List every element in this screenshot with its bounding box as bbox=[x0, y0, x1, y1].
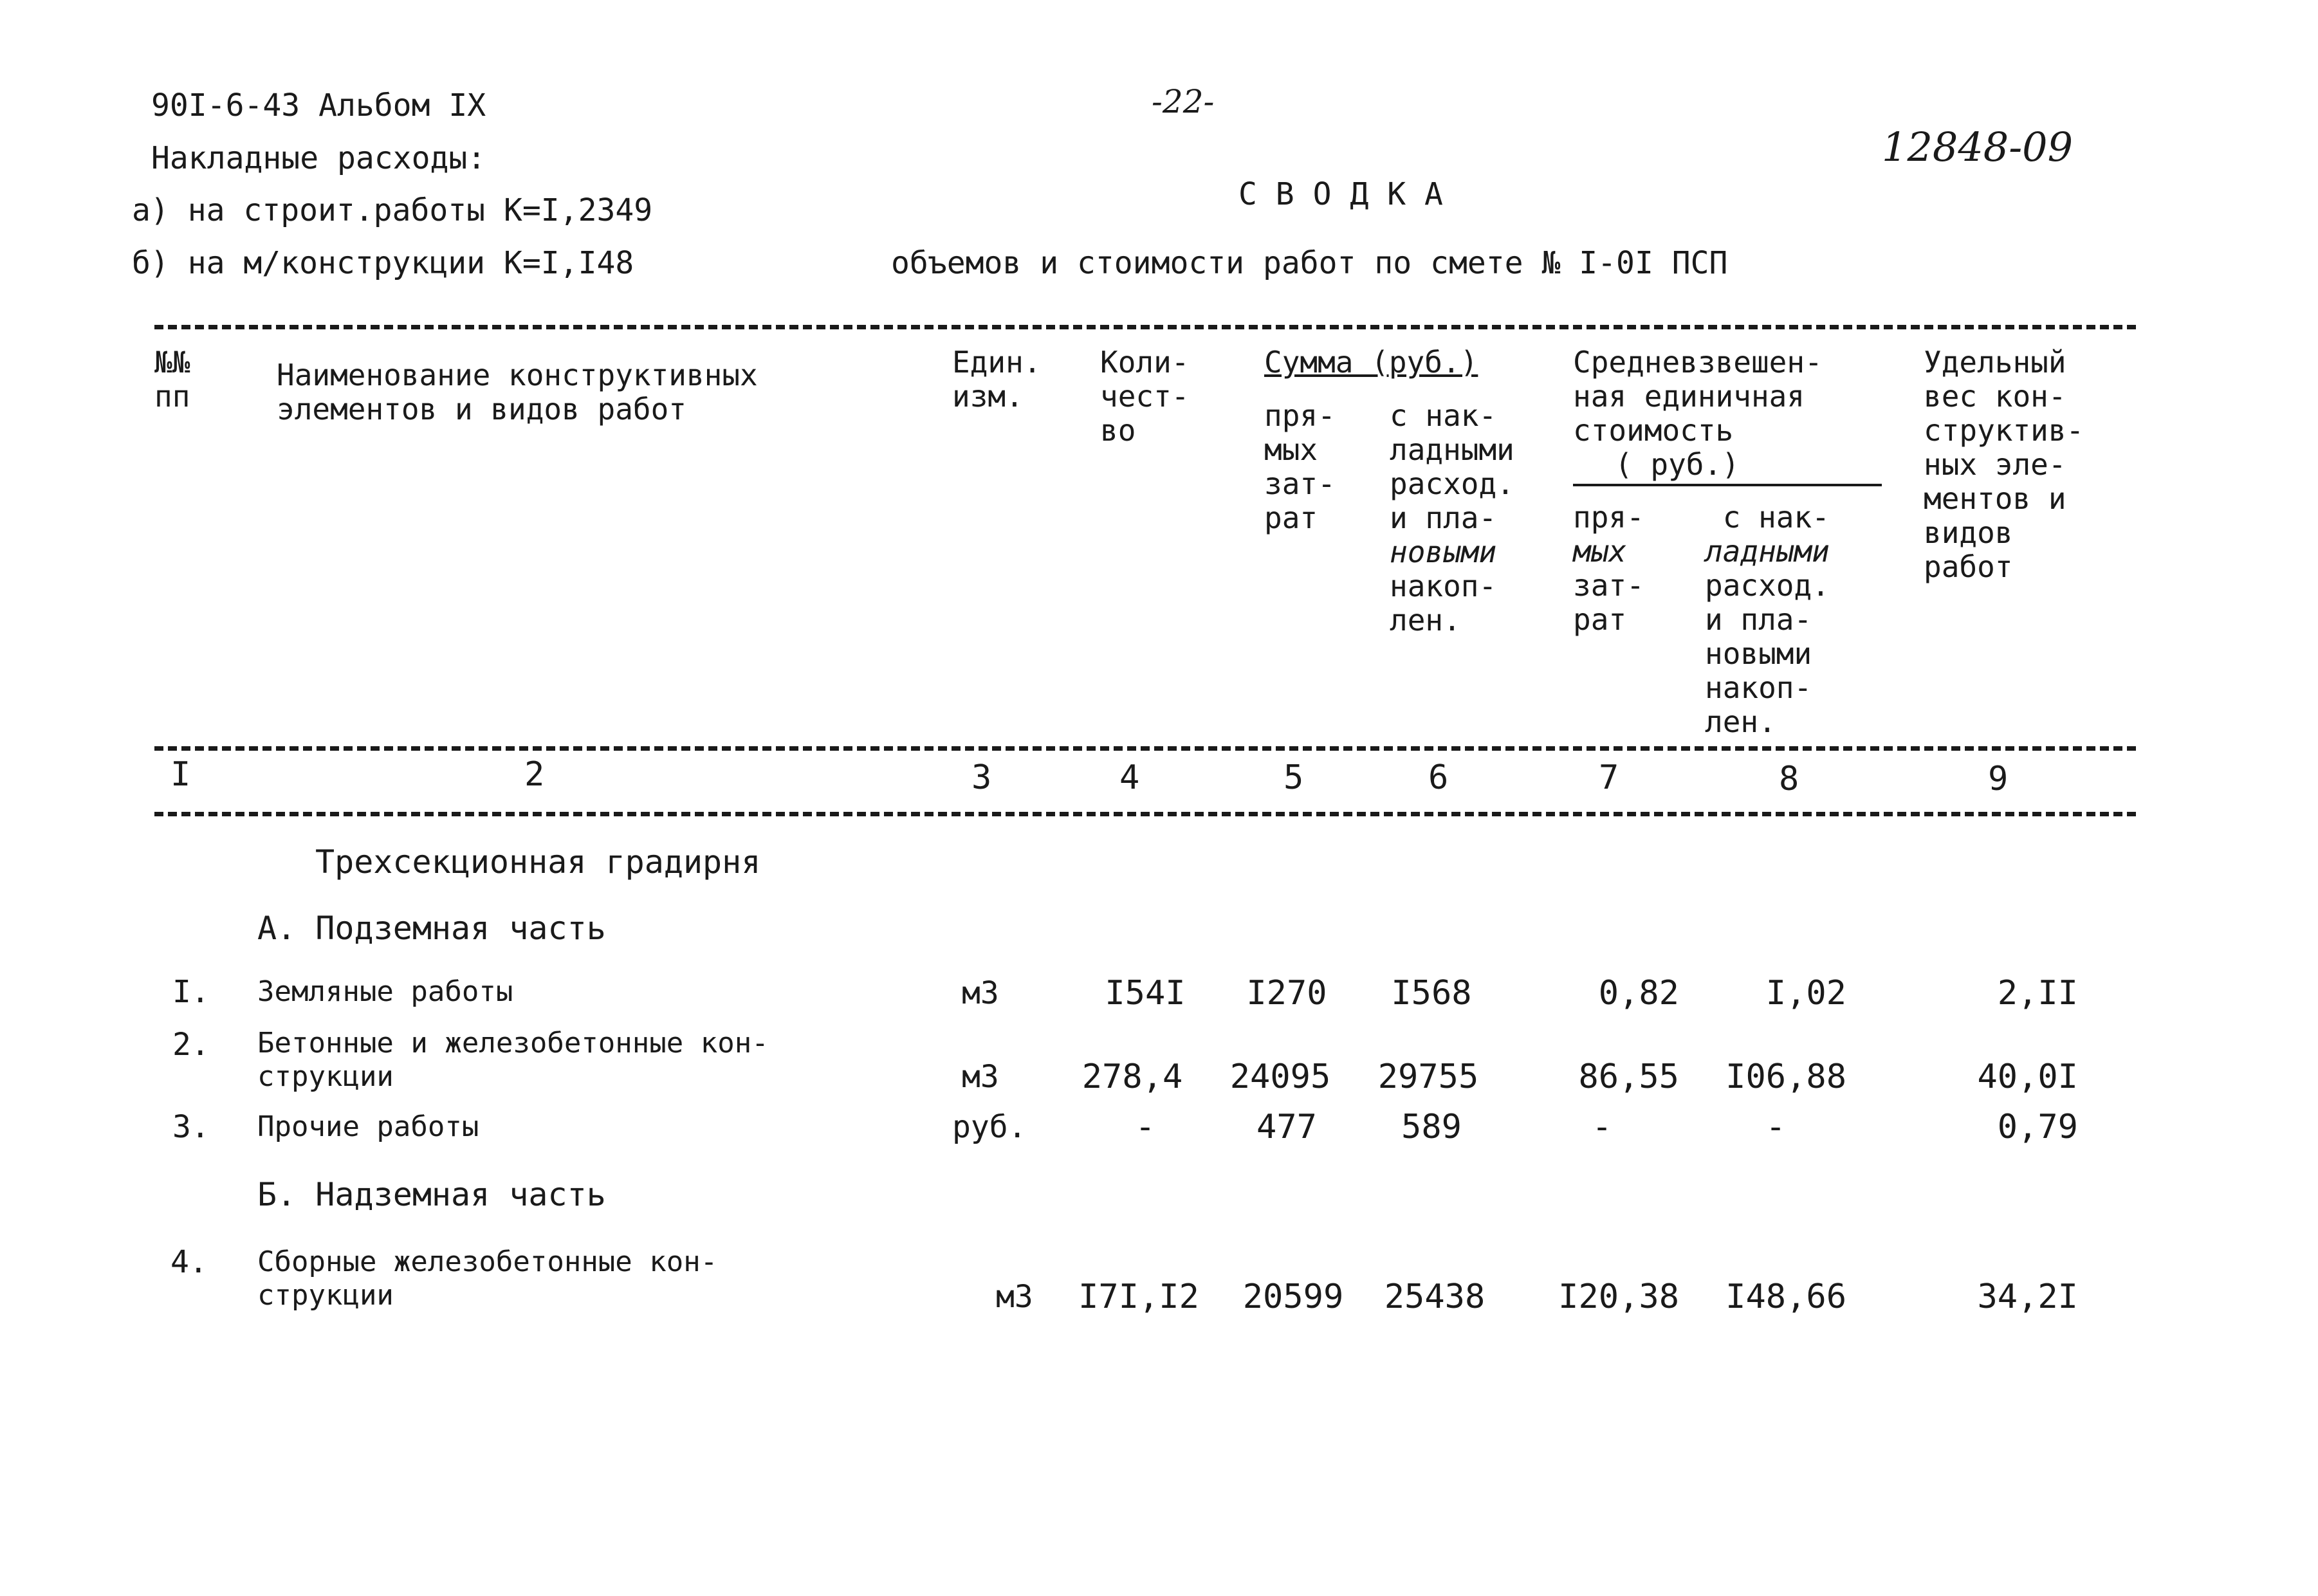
row-quantity: I7I,I2 bbox=[1078, 1278, 1199, 1316]
table-top-rule bbox=[154, 325, 2136, 329]
column-numbers-bottom-rule bbox=[154, 812, 2136, 816]
row-average-total: I,02 bbox=[1765, 974, 1846, 1013]
header-average-total-2: ладными bbox=[1705, 534, 1830, 569]
header-unit: Един. изм. bbox=[952, 345, 1042, 414]
row-direct-cost: 20599 bbox=[1242, 1278, 1344, 1316]
header-average-direct-1: пря- bbox=[1573, 500, 1644, 535]
object-title: Трехсекционная градирня bbox=[315, 843, 761, 881]
row-name-continued: струкции bbox=[257, 1060, 394, 1093]
overhead-construction: а) на строит.работы К=I,2349 bbox=[132, 192, 653, 228]
row-name-continued: струкции bbox=[257, 1279, 394, 1312]
header-average-direct-3: зат- рат bbox=[1573, 568, 1644, 637]
row-direct-cost: 477 bbox=[1256, 1108, 1317, 1146]
row-average-total: I06,88 bbox=[1725, 1058, 1846, 1096]
column-number-5: 5 bbox=[1283, 758, 1304, 797]
page-number: -22- bbox=[1152, 83, 1215, 120]
header-average-total-3: расход. и пла- новыми накоп- лен. bbox=[1705, 568, 1830, 739]
document-code: 90I-6-43 Альбом IX bbox=[151, 87, 486, 124]
row-share: 40,0I bbox=[1977, 1058, 2078, 1096]
row-average-total: I48,66 bbox=[1725, 1278, 1846, 1316]
row-number: 3. bbox=[172, 1109, 210, 1145]
column-number-1: I bbox=[170, 755, 191, 794]
row-direct-cost: 24095 bbox=[1229, 1058, 1331, 1096]
row-total-cost: 25438 bbox=[1384, 1278, 1486, 1316]
header-name: Наименование конструктивных элементов и видов работ bbox=[277, 358, 758, 427]
row-total-cost: 29755 bbox=[1377, 1058, 1479, 1096]
row-name: Бетонные и железобетонные кон- bbox=[257, 1027, 769, 1059]
row-average-direct: 0,82 bbox=[1598, 974, 1679, 1013]
header-sum-total: с нак- ладными расход. и пла- bbox=[1390, 398, 1514, 535]
row-number: I. bbox=[172, 974, 210, 1010]
row-total-cost: 589 bbox=[1401, 1108, 1462, 1146]
header-sum-direct: пря- мых зат- рат bbox=[1264, 398, 1336, 535]
row-share: 34,2I bbox=[1977, 1278, 2078, 1316]
row-name: Прочие работы bbox=[257, 1110, 479, 1143]
row-average-direct: I20,38 bbox=[1558, 1278, 1679, 1316]
row-unit: м3 bbox=[962, 975, 999, 1011]
header-average-unit: ( руб.) bbox=[1615, 447, 1740, 482]
row-quantity: 278,4 bbox=[1081, 1058, 1183, 1096]
row-share: 0,79 bbox=[1997, 1108, 2078, 1146]
inventory-number: 12848-09 bbox=[1882, 124, 2074, 170]
overhead-title: Накладные расходы: bbox=[151, 140, 486, 176]
row-average-total: - bbox=[1765, 1108, 1786, 1146]
row-unit: м3 bbox=[996, 1279, 1033, 1315]
row-number: 2. bbox=[172, 1027, 210, 1063]
section-heading: Б. Надземная часть bbox=[257, 1176, 606, 1213]
column-number-3: 3 bbox=[971, 758, 992, 797]
column-number-7: 7 bbox=[1599, 758, 1619, 797]
column-number-4: 4 bbox=[1119, 758, 1140, 797]
row-direct-cost: I270 bbox=[1246, 974, 1327, 1013]
header-average-total-1: с нак- bbox=[1705, 500, 1830, 535]
column-number-6: 6 bbox=[1428, 758, 1449, 797]
row-quantity: - bbox=[1135, 1108, 1155, 1146]
header-sum-group: Сумма (руб.) bbox=[1264, 345, 1478, 380]
header-sum-total-accum: накоп- лен. bbox=[1390, 569, 1497, 637]
overhead-metal: б) на м/конструкции К=I,I48 bbox=[132, 245, 634, 281]
header-row-number: №№ пп bbox=[154, 345, 190, 414]
row-unit: м3 bbox=[962, 1059, 999, 1095]
header-quantity: Коли- чест- во bbox=[1100, 345, 1190, 448]
column-number-9: 9 bbox=[1988, 760, 2009, 798]
row-total-cost: I568 bbox=[1391, 974, 1472, 1013]
column-number-8: 8 bbox=[1779, 760, 1799, 798]
row-average-direct: 86,55 bbox=[1578, 1058, 1679, 1096]
document-title: С В О Д К А bbox=[1238, 176, 1443, 212]
header-sum-total-planned: новыми bbox=[1390, 535, 1497, 569]
document-subtitle: объемов и стоимости работ по смете № I-0I ПСП bbox=[891, 245, 1728, 281]
row-quantity: I54I bbox=[1105, 974, 1186, 1013]
header-average-underline bbox=[1573, 484, 1882, 486]
section-heading: А. Подземная часть bbox=[257, 910, 606, 947]
header-average-direct-2: мых bbox=[1573, 534, 1627, 569]
row-name: Земляные работы bbox=[257, 975, 513, 1008]
row-average-direct: - bbox=[1592, 1108, 1612, 1146]
row-share: 2,II bbox=[1997, 974, 2078, 1013]
header-bottom-rule bbox=[154, 746, 2136, 751]
row-number: 4. bbox=[170, 1244, 208, 1280]
row-unit: руб. bbox=[952, 1109, 1027, 1145]
column-number-2: 2 bbox=[524, 755, 545, 794]
header-share: Удельный вес кон- структив- ных эле- ментов и видов работ bbox=[1924, 345, 2084, 584]
header-average-group: Средневзвешен- ная единичная стоимость bbox=[1573, 345, 1823, 448]
row-name: Сборные железобетонные кон- bbox=[257, 1245, 718, 1278]
